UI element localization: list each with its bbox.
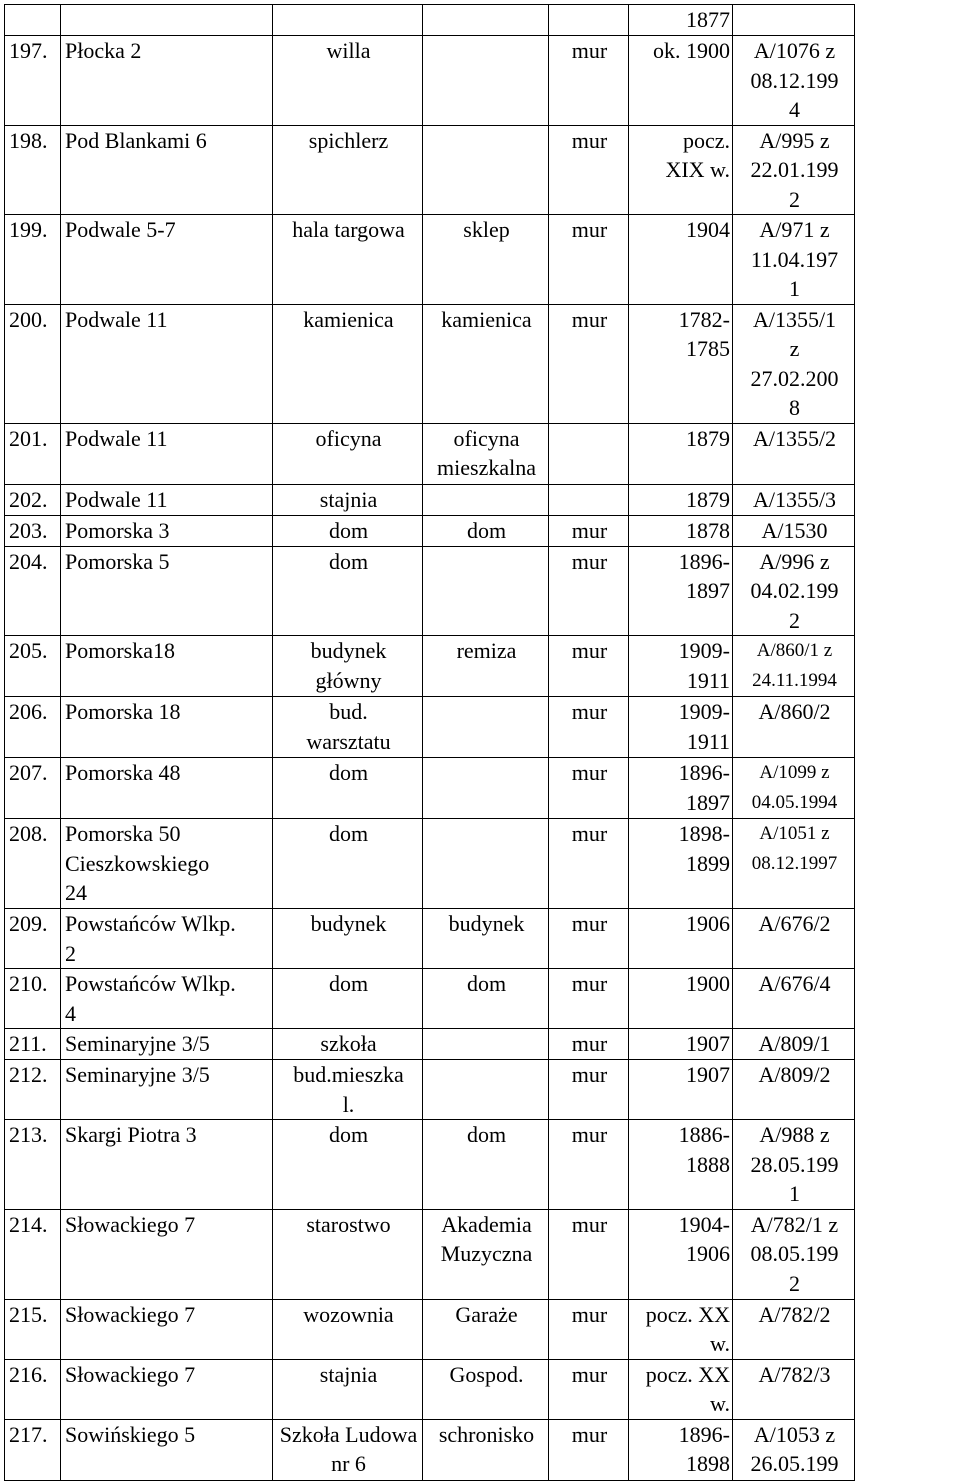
original-function-cell: bud.mieszka l.: [273, 1060, 423, 1120]
current-function-cell: Garaże: [423, 1299, 549, 1359]
material-cell: mur: [549, 697, 629, 758]
current-function-cell: dom: [423, 1120, 549, 1210]
address-cell: Pomorska 48: [61, 758, 273, 819]
material-cell: mur: [549, 636, 629, 697]
current-function-cell: [423, 1029, 549, 1060]
material-cell: mur: [549, 1029, 629, 1060]
row-number: 201.: [5, 423, 61, 484]
address-cell: Seminaryjne 3/5: [61, 1029, 273, 1060]
date-cell: 1886- 1888: [629, 1120, 733, 1210]
address-cell: [61, 5, 273, 36]
original-function-cell: wozownia: [273, 1299, 423, 1359]
date-cell: 1896- 1898: [629, 1419, 733, 1480]
address-cell: Sowińskiego 5: [61, 1419, 273, 1480]
register-cell: A/1355/3: [733, 484, 855, 515]
table-body: [5, 5, 855, 1481]
original-function-cell: stajnia: [273, 484, 423, 515]
register-cell: A/971 z 11.04.197 1: [733, 215, 855, 305]
address-cell: Powstańców Wlkp. 2: [61, 909, 273, 969]
address-cell: Pomorska18: [61, 636, 273, 697]
address-cell: Płocka 2: [61, 36, 273, 126]
original-function-cell: dom: [273, 1120, 423, 1210]
address-cell: Słowackiego 7: [61, 1209, 273, 1299]
current-function-cell: budynek: [423, 909, 549, 969]
original-function-cell: dom: [273, 758, 423, 819]
original-function-cell: stajnia: [273, 1359, 423, 1419]
register-cell: A/995 z 22.01.199 2: [733, 125, 855, 215]
register-cell: A/1355/1 z 27.02.200 8: [733, 304, 855, 423]
row-number: 197.: [5, 36, 61, 126]
row-number: 199.: [5, 215, 61, 305]
table-row: [5, 1120, 855, 1210]
table-row: [5, 909, 855, 969]
current-function-cell: schronisko: [423, 1419, 549, 1480]
address-cell: Podwale 11: [61, 484, 273, 515]
table-row: [5, 304, 855, 423]
register-cell: A/1076 z 08.12.199 4: [733, 36, 855, 126]
current-function-cell: [423, 819, 549, 909]
material-cell: mur: [549, 1060, 629, 1120]
register-cell: A/782/2: [733, 1299, 855, 1359]
address-cell: Podwale 11: [61, 304, 273, 423]
original-function-cell: budynek główny: [273, 636, 423, 697]
date-cell: 1896- 1897: [629, 758, 733, 819]
register-cell: A/996 z 04.02.199 2: [733, 546, 855, 636]
address-cell: Powstańców Wlkp. 4: [61, 969, 273, 1029]
material-cell: mur: [549, 1359, 629, 1419]
date-cell: pocz. XIX w.: [629, 125, 733, 215]
address-cell: Pod Blankami 6: [61, 125, 273, 215]
date-cell: pocz. XX w.: [629, 1299, 733, 1359]
register-cell: A/1099 z 04.05.1994: [733, 758, 855, 819]
register-cell: A/860/2: [733, 697, 855, 758]
row-number: 215.: [5, 1299, 61, 1359]
material-cell: mur: [549, 1209, 629, 1299]
current-function-cell: sklep: [423, 215, 549, 305]
original-function-cell: dom: [273, 819, 423, 909]
table-row: [5, 636, 855, 697]
current-function-cell: remiza: [423, 636, 549, 697]
table-row: [5, 125, 855, 215]
material-cell: [549, 5, 629, 36]
date-cell: 1906: [629, 909, 733, 969]
current-function-cell: [423, 1060, 549, 1120]
table-row: [5, 758, 855, 819]
table-row: [5, 1029, 855, 1060]
original-function-cell: oficyna: [273, 423, 423, 484]
row-number: 206.: [5, 697, 61, 758]
current-function-cell: oficyna mieszkalna: [423, 423, 549, 484]
register-cell: A/676/2: [733, 909, 855, 969]
register-cell: A/782/1 z 08.05.199 2: [733, 1209, 855, 1299]
date-cell: 1907: [629, 1060, 733, 1120]
date-cell: 1900: [629, 969, 733, 1029]
current-function-cell: [423, 5, 549, 36]
address-cell: Podwale 11: [61, 423, 273, 484]
material-cell: mur: [549, 125, 629, 215]
row-number: 198.: [5, 125, 61, 215]
register-cell: A/1355/2: [733, 423, 855, 484]
table-row: [5, 697, 855, 758]
material-cell: mur: [549, 215, 629, 305]
material-cell: mur: [549, 758, 629, 819]
date-cell: pocz. XX w.: [629, 1359, 733, 1419]
date-cell: 1879: [629, 423, 733, 484]
original-function-cell: Szkoła Ludowa nr 6: [273, 1419, 423, 1480]
row-number: 217.: [5, 1419, 61, 1480]
material-cell: mur: [549, 1120, 629, 1210]
address-cell: Pomorska 18: [61, 697, 273, 758]
table-row: [5, 1060, 855, 1120]
material-cell: mur: [549, 1419, 629, 1480]
original-function-cell: spichlerz: [273, 125, 423, 215]
material-cell: mur: [549, 304, 629, 423]
row-number: 203.: [5, 515, 61, 546]
table-row: [5, 5, 855, 36]
row-number: [5, 5, 61, 36]
row-number: 212.: [5, 1060, 61, 1120]
material-cell: mur: [549, 969, 629, 1029]
date-cell: 1907: [629, 1029, 733, 1060]
register-cell: A/782/3: [733, 1359, 855, 1419]
original-function-cell: kamienica: [273, 304, 423, 423]
current-function-cell: [423, 697, 549, 758]
date-cell: 1909- 1911: [629, 697, 733, 758]
row-number: 214.: [5, 1209, 61, 1299]
original-function-cell: willa: [273, 36, 423, 126]
date-cell: 1896- 1897: [629, 546, 733, 636]
original-function-cell: hala targowa: [273, 215, 423, 305]
row-number: 216.: [5, 1359, 61, 1419]
current-function-cell: dom: [423, 969, 549, 1029]
address-cell: Pomorska 3: [61, 515, 273, 546]
current-function-cell: kamienica: [423, 304, 549, 423]
material-cell: mur: [549, 1299, 629, 1359]
current-function-cell: Gospod.: [423, 1359, 549, 1419]
current-function-cell: [423, 484, 549, 515]
current-function-cell: [423, 125, 549, 215]
table-row: [5, 1209, 855, 1299]
register-cell: A/1530: [733, 515, 855, 546]
row-number: 205.: [5, 636, 61, 697]
date-cell: 1904- 1906: [629, 1209, 733, 1299]
date-cell: 1878: [629, 515, 733, 546]
table-row: [5, 969, 855, 1029]
row-number: 207.: [5, 758, 61, 819]
row-number: 208.: [5, 819, 61, 909]
date-cell: 1879: [629, 484, 733, 515]
table-row: [5, 36, 855, 126]
date-cell: 1782- 1785: [629, 304, 733, 423]
material-cell: mur: [549, 909, 629, 969]
register-cell: [733, 5, 855, 36]
date-cell: 1909- 1911: [629, 636, 733, 697]
original-function-cell: [273, 5, 423, 36]
original-function-cell: dom: [273, 969, 423, 1029]
material-cell: mur: [549, 515, 629, 546]
date-cell: 1904: [629, 215, 733, 305]
current-function-cell: [423, 758, 549, 819]
material-cell: [549, 423, 629, 484]
register-cell: A/809/2: [733, 1060, 855, 1120]
address-cell: Pomorska 5: [61, 546, 273, 636]
original-function-cell: starostwo: [273, 1209, 423, 1299]
table-row: [5, 515, 855, 546]
current-function-cell: dom: [423, 515, 549, 546]
material-cell: mur: [549, 546, 629, 636]
row-number: 202.: [5, 484, 61, 515]
material-cell: [549, 484, 629, 515]
current-function-cell: [423, 36, 549, 126]
monument-register-table: [4, 4, 855, 1481]
current-function-cell: Akademia Muzyczna: [423, 1209, 549, 1299]
table-row: [5, 819, 855, 909]
table-row: [5, 1299, 855, 1359]
register-cell: A/1053 z 26.05.199: [733, 1419, 855, 1480]
date-cell: 1877: [629, 5, 733, 36]
register-cell: A/676/4: [733, 969, 855, 1029]
row-number: 210.: [5, 969, 61, 1029]
register-cell: A/1051 z 08.12.1997: [733, 819, 855, 909]
table-row: [5, 1359, 855, 1419]
address-cell: Słowackiego 7: [61, 1299, 273, 1359]
address-cell: Podwale 5-7: [61, 215, 273, 305]
row-number: 209.: [5, 909, 61, 969]
original-function-cell: budynek: [273, 909, 423, 969]
table-row: [5, 484, 855, 515]
address-cell: Słowackiego 7: [61, 1359, 273, 1419]
original-function-cell: dom: [273, 546, 423, 636]
table-row: [5, 1419, 855, 1480]
date-cell: 1898- 1899: [629, 819, 733, 909]
row-number: 200.: [5, 304, 61, 423]
date-cell: ok. 1900: [629, 36, 733, 126]
material-cell: mur: [549, 819, 629, 909]
row-number: 213.: [5, 1120, 61, 1210]
table-row: [5, 215, 855, 305]
address-cell: Skargi Piotra 3: [61, 1120, 273, 1210]
row-number: 211.: [5, 1029, 61, 1060]
register-cell: A/988 z 28.05.199 1: [733, 1120, 855, 1210]
register-cell: A/809/1: [733, 1029, 855, 1060]
address-cell: Pomorska 50 Cieszkowskiego 24: [61, 819, 273, 909]
current-function-cell: [423, 546, 549, 636]
original-function-cell: bud. warsztatu: [273, 697, 423, 758]
register-cell: A/860/1 z 24.11.1994: [733, 636, 855, 697]
original-function-cell: dom: [273, 515, 423, 546]
address-cell: Seminaryjne 3/5: [61, 1060, 273, 1120]
material-cell: mur: [549, 36, 629, 126]
table-row: [5, 423, 855, 484]
table-row: [5, 546, 855, 636]
original-function-cell: szkoła: [273, 1029, 423, 1060]
row-number: 204.: [5, 546, 61, 636]
